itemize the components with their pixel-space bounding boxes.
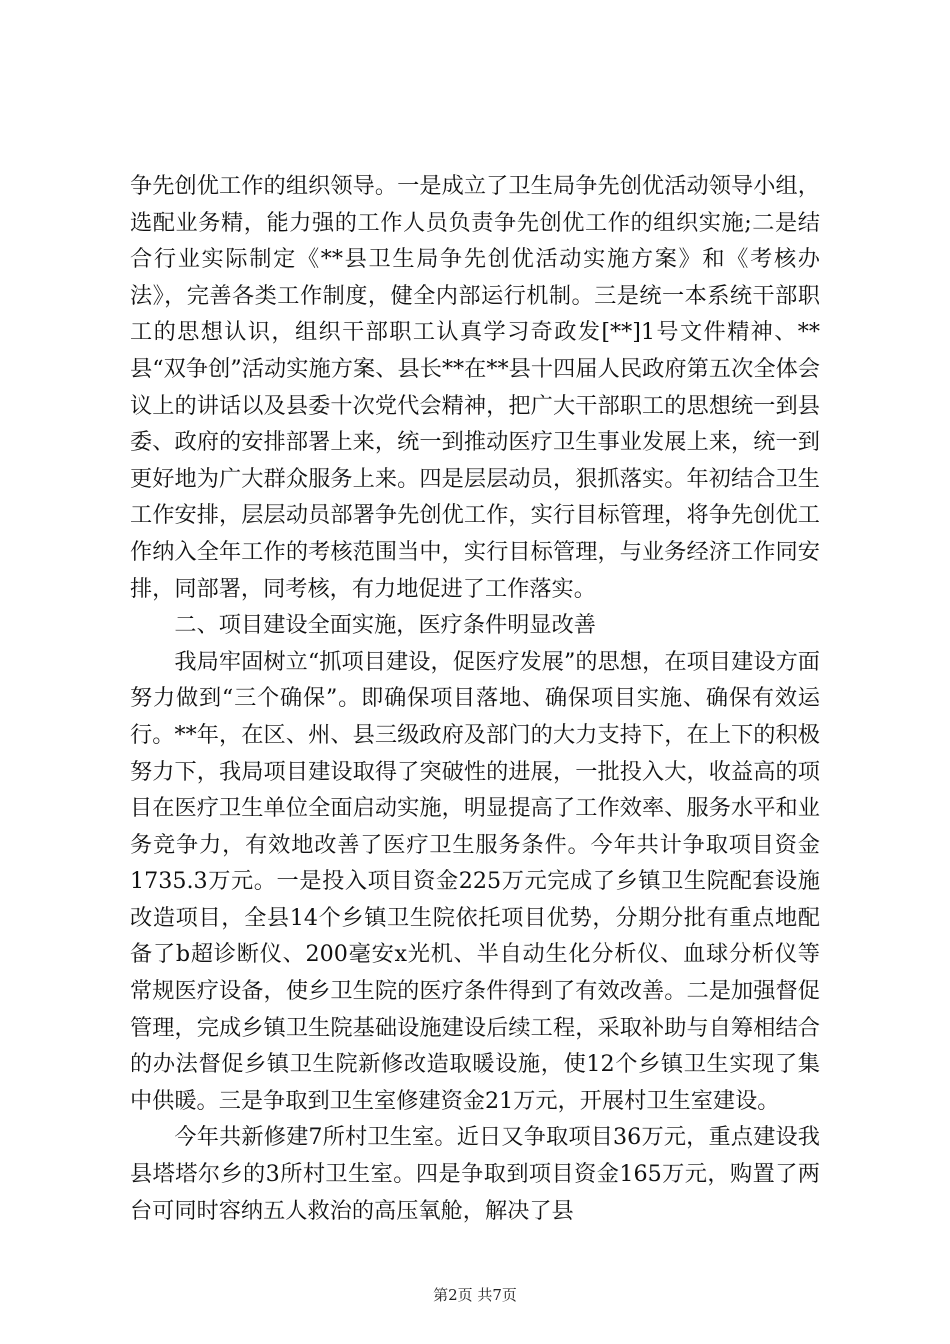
paragraph-village-clinics: 今年共新修建7所村卫生室。近日又争取项目36万元，重点建设我县塔塔尔乡的3所村卫生室。四是争取到项目资金165万元，购置了两台可同时容纳五人救治的高压氧舱，解决了县 xyxy=(130,1124,820,1224)
document-body xyxy=(130,168,820,1229)
section-heading-projects: 二、项目建设全面实施，医疗条件明显改善 xyxy=(174,612,596,639)
page-footer: 第2页 共7页 xyxy=(433,1286,517,1304)
paragraph-org-leadership: 争先创优工作的组织领导。一是成立了卫生局争先创优活动领导小组，选配业务精，能力强的工作人员负责争先创优工作的组织实施;二是结合行业实际制定《**县卫生局争先创优活动实施方案》和《考核办法》，完善各类工作制度，健全内部运行机制。三是统一本系统干部职工的思想认识，组织干部职工认真学习奇政发[**]1号文件精神、**县“双争创”活动实施方案、县长**在**县十四届人民政府第五次全体会议上的讲话以及县委十次党代会精神，把广大干部职工的思想统一到县委、政府的安排部署上来，统一到推动医疗卫生事业发展上来，统一到更好地为广大群众服务上来。四是层层动员，狠抓落实。年初结合卫生工作安排，层层动员部署争先创优工作，实行目标管理，将争先创优工作纳入全年工作的考核范围当中，实行目标管理，与业务经济工作同安排，同部署，同考核，有力地促进了工作落实。 xyxy=(130,173,820,602)
paragraph-project-construction: 我局牢固树立“抓项目建设，促医疗发展”的思想，在项目建设方面努力做到“三个确保”。即确保项目落地、确保项目实施、确保有效运行。**年，在区、州、县三级政府及部门的大力支持下，在上下的积极努力下，我局项目建设取得了突破性的进展，一批投入大，收益高的项目在医疗卫生单位全面启动实施，明显提高了工作效率、服务水平和业务竞争力，有效地改善了医疗卫生服务条件。今年共计争取项目资金1735.3万元。一是投入项目资金225万元完成了乡镇卫生院配套设施改造项目，全县14个乡镇卫生院依托项目优势，分期分批有重点地配备了b超诊断仪、200毫安x光机、半自动生化分析仪、血球分析仪等常规医疗设备，使乡卫生院的医疗条件得到了有效改善。二是加强督促管理，完成乡镇卫生院基础设施建设后续工程，采取补助与自筹相结合的办法督促乡镇卫生院新修改造取暖设施，使12个乡镇卫生实现了集中供暖。三是争取到卫生室修建资金21万元，开展村卫生室建设。 xyxy=(130,648,820,1114)
